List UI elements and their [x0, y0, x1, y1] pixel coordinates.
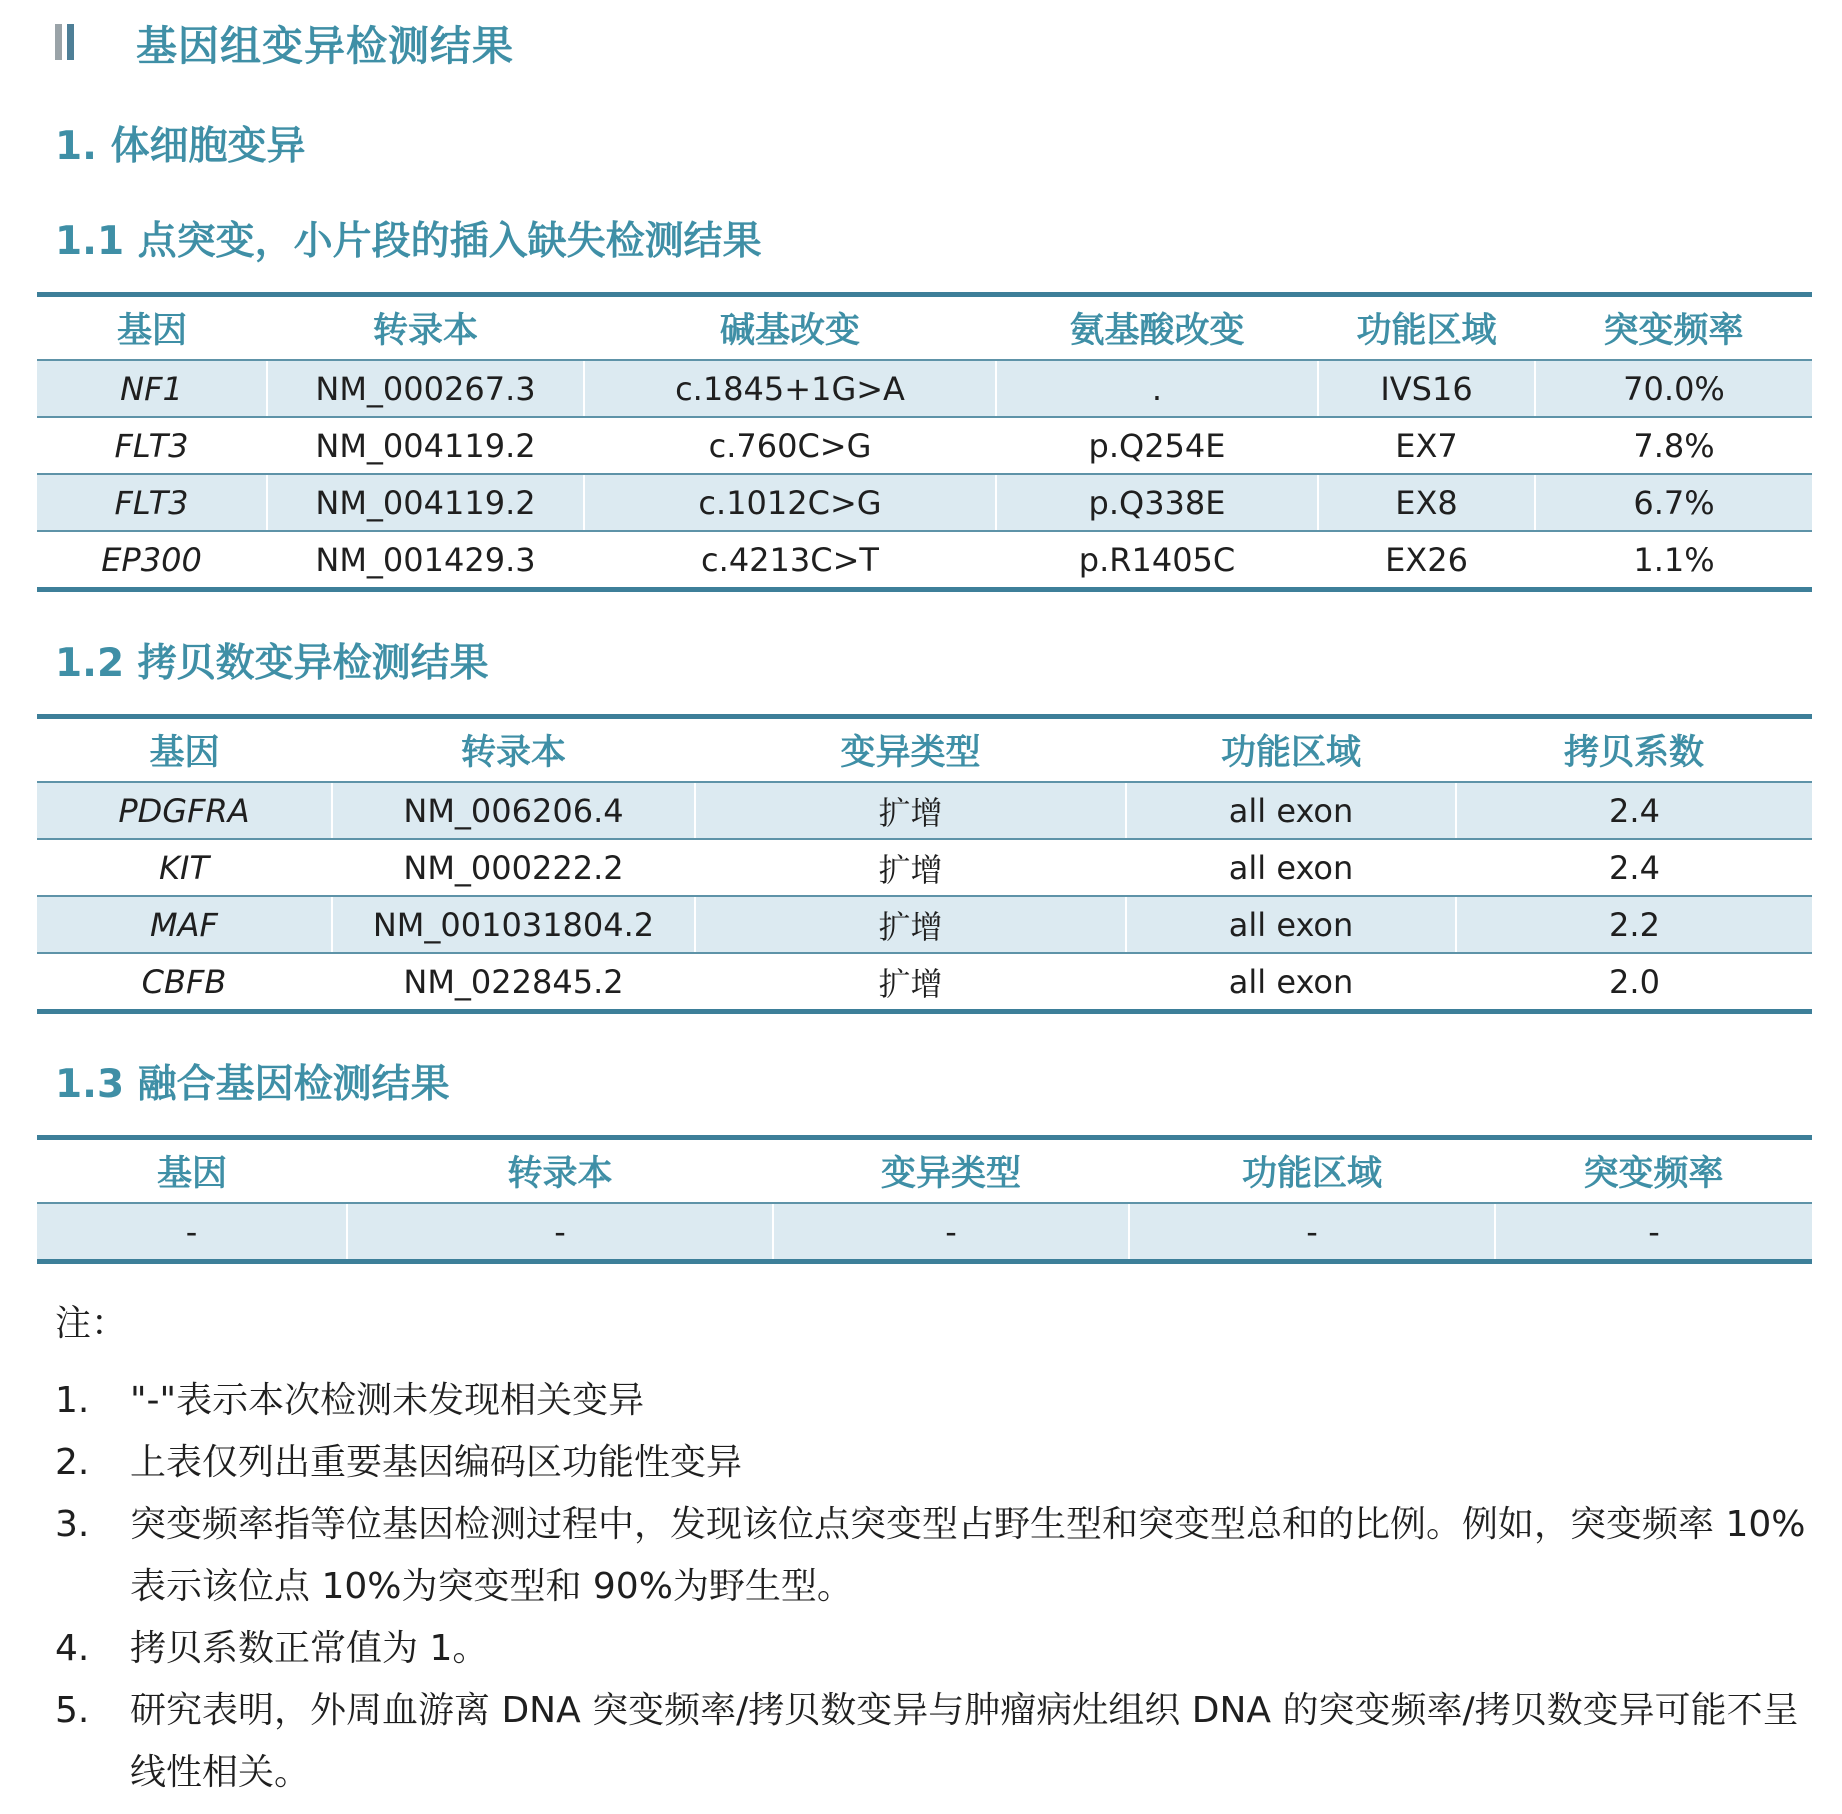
- copy-ratio-cell: 2.0: [1456, 953, 1812, 1012]
- col-header: 变异类型: [773, 1138, 1129, 1204]
- table-row: [37, 1203, 1812, 1262]
- transcript-cell: NM_000267.3: [267, 360, 584, 417]
- region-cell: IVS16: [1318, 360, 1535, 417]
- region-cell: EX26: [1318, 531, 1535, 590]
- col-header: 转录本: [332, 717, 695, 783]
- notes-list: [55, 1370, 1815, 1804]
- region-cell: -: [1129, 1203, 1495, 1262]
- note-number: 3.: [55, 1504, 90, 1545]
- snv-table: [37, 292, 1812, 592]
- table-header-row: [37, 717, 1812, 783]
- variant-type-cell: 扩增: [695, 896, 1126, 953]
- col-header: 基因: [37, 717, 332, 783]
- table-row: [37, 953, 1812, 1012]
- note-text: 研究表明，外周血游离 DNA 突变频率/拷贝数变异与肿瘤病灶组织 DNA 的突变频率/拷贝数变异可能不呈线性相关。: [130, 1690, 1799, 1793]
- col-header: 转录本: [347, 1138, 773, 1204]
- table-row: [37, 417, 1812, 474]
- aa-change-cell: p.R1405C: [996, 531, 1318, 590]
- note-text: 上表仅列出重要基因编码区功能性变异: [130, 1442, 743, 1483]
- col-header: 碱基改变: [584, 295, 996, 361]
- note-item: [55, 1618, 1815, 1680]
- col-header: 变异类型: [695, 717, 1126, 783]
- region-cell: all exon: [1126, 953, 1456, 1012]
- base-change-cell: c.4213C>T: [584, 531, 996, 590]
- base-change-cell: c.760C>G: [584, 417, 996, 474]
- col-header: 拷贝系数: [1456, 717, 1812, 783]
- transcript-cell: NM_022845.2: [332, 953, 695, 1012]
- region-cell: EX7: [1318, 417, 1535, 474]
- gene-cell: -: [37, 1203, 347, 1262]
- title-bar-icon: [55, 24, 74, 60]
- note-item: [55, 1680, 1815, 1804]
- note-item: [55, 1432, 1815, 1494]
- aa-change-cell: p.Q254E: [996, 417, 1318, 474]
- table-header-row: [37, 295, 1812, 361]
- aa-change-cell: .: [996, 360, 1318, 417]
- note-text: 突变频率指等位基因检测过程中，发现该位点突变型占野生型和突变型总和的比例。例如，突变频率 10%表示该位点 10%为突变型和 90%为野生型。: [130, 1504, 1806, 1607]
- frequency-cell: 1.1%: [1535, 531, 1812, 590]
- col-header: 突变频率: [1535, 295, 1812, 361]
- frequency-cell: 70.0%: [1535, 360, 1812, 417]
- frequency-cell: 6.7%: [1535, 474, 1812, 531]
- transcript-cell: NM_006206.4: [332, 782, 695, 839]
- note-number: 2.: [55, 1442, 90, 1483]
- variant-type-cell: 扩增: [695, 839, 1126, 896]
- page-title-text: 基因组变异检测结果: [136, 21, 514, 70]
- note-number: 5.: [55, 1690, 90, 1731]
- base-change-cell: c.1845+1G>A: [584, 360, 996, 417]
- note-text: 拷贝系数正常值为 1。: [130, 1628, 489, 1669]
- table-row: [37, 782, 1812, 839]
- variant-type-cell: -: [773, 1203, 1129, 1262]
- region-cell: all exon: [1126, 782, 1456, 839]
- col-header: 基因: [37, 295, 267, 361]
- section-heading-somatic: 1. 体细胞变异: [55, 124, 306, 169]
- table-header-row: [37, 1138, 1812, 1204]
- col-header: 氨基酸改变: [996, 295, 1318, 361]
- page-title: [55, 10, 514, 74]
- table-row: [37, 896, 1812, 953]
- note-number: 1.: [55, 1380, 90, 1421]
- col-header: 突变频率: [1495, 1138, 1812, 1204]
- gene-cell: CBFB: [141, 962, 227, 1001]
- region-cell: EX8: [1318, 474, 1535, 531]
- variant-type-cell: 扩增: [695, 953, 1126, 1012]
- note-item: [55, 1494, 1815, 1618]
- gene-cell: KIT: [37, 839, 332, 896]
- table-row: [37, 474, 1812, 531]
- region-cell: all exon: [1126, 839, 1456, 896]
- table-row: [37, 360, 1812, 417]
- frequency-cell: 7.8%: [1535, 417, 1812, 474]
- col-header: 功能区域: [1318, 295, 1535, 361]
- gene-cell: EP300: [101, 540, 202, 579]
- notes-label: 注：: [55, 1303, 128, 1344]
- transcript-cell: NM_001031804.2: [332, 896, 695, 953]
- fusion-table: [37, 1135, 1812, 1264]
- cnv-heading: 1.2 拷贝数变异检测结果: [55, 641, 489, 686]
- transcript-cell: NM_004119.2: [267, 417, 584, 474]
- col-header: 转录本: [267, 295, 584, 361]
- col-header: 功能区域: [1126, 717, 1456, 783]
- note-number: 4.: [55, 1628, 90, 1669]
- gene-cell: FLT3: [37, 474, 267, 531]
- variant-type-cell: 扩增: [695, 782, 1126, 839]
- fusion-heading: 1.3 融合基因检测结果: [55, 1062, 450, 1107]
- region-cell: all exon: [1126, 896, 1456, 953]
- copy-ratio-cell: 2.4: [1456, 782, 1812, 839]
- transcript-cell: NM_000222.2: [332, 839, 695, 896]
- gene-cell: NF1: [37, 360, 267, 417]
- note-item: [55, 1370, 1815, 1432]
- copy-ratio-cell: 2.2: [1456, 896, 1812, 953]
- aa-change-cell: p.Q338E: [996, 474, 1318, 531]
- transcript-cell: -: [347, 1203, 773, 1262]
- table-row: [37, 839, 1812, 896]
- transcript-cell: NM_004119.2: [267, 474, 584, 531]
- transcript-cell: NM_001429.3: [267, 531, 584, 590]
- note-text: "-"表示本次检测未发现相关变异: [130, 1380, 645, 1421]
- cnv-table: [37, 714, 1812, 1014]
- copy-ratio-cell: 2.4: [1456, 839, 1812, 896]
- snv-heading: 1.1 点突变，小片段的插入缺失检测结果: [55, 219, 762, 264]
- gene-cell: FLT3: [37, 417, 267, 474]
- table-row: [37, 531, 1812, 590]
- gene-cell: MAF: [37, 896, 332, 953]
- base-change-cell: c.1012C>G: [584, 474, 996, 531]
- gene-cell: PDGFRA: [37, 782, 332, 839]
- col-header: 基因: [37, 1138, 347, 1204]
- frequency-cell: -: [1495, 1203, 1812, 1262]
- col-header: 功能区域: [1129, 1138, 1495, 1204]
